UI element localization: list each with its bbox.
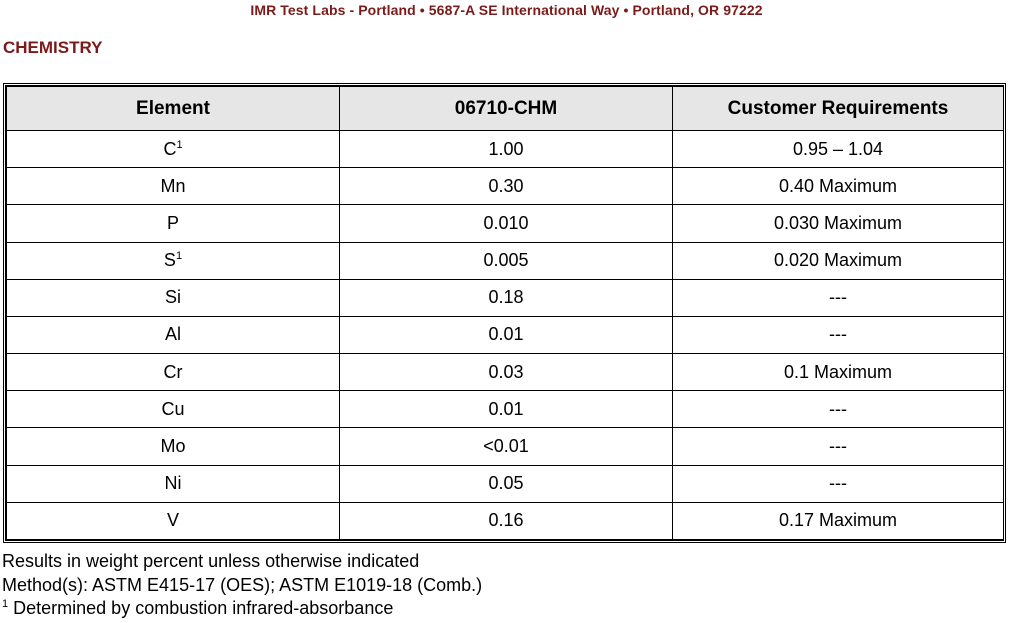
- footnote-marker: 1: [2, 598, 9, 610]
- methods-note: Method(s): ASTM E415-17 (OES); ASTM E1019-18 (Comb.): [2, 574, 483, 595]
- table-row: [7, 354, 1004, 391]
- table-header-row: [7, 87, 1004, 131]
- element-symbol: Mn: [160, 175, 186, 196]
- value-cell: 0.30: [340, 168, 673, 205]
- element-cell: [7, 428, 340, 465]
- requirement-cell: 0.020 Maximum: [673, 242, 1004, 279]
- requirement-cell: 0.95 – 1.04: [673, 131, 1004, 168]
- units-note: Results in weight percent unless otherwise indicated: [2, 551, 420, 571]
- chemistry-table-frame: [3, 83, 1006, 543]
- requirement-cell: ---: [673, 279, 1004, 316]
- element-symbol: Mo: [160, 435, 186, 456]
- table-row: [7, 316, 1004, 353]
- footnote-marker: 1: [176, 138, 183, 151]
- requirement-cell: 0.17 Maximum: [673, 502, 1004, 539]
- table-notes: [2, 550, 482, 621]
- element-symbol: P: [166, 212, 179, 233]
- table-row: [7, 428, 1004, 465]
- footnote-text: Determined by combustion infrared-absorbance: [13, 598, 394, 618]
- column-header-element: Element: [7, 87, 340, 131]
- lab-address-header: IMR Test Labs - Portland • 5687-A SE International Way • Portland, OR 97222: [250, 2, 763, 18]
- element-symbol: Ni: [164, 473, 182, 494]
- table-row: [7, 391, 1004, 428]
- requirement-cell: ---: [673, 391, 1004, 428]
- value-cell: 1.00: [340, 131, 673, 168]
- footnote-marker: 1: [175, 250, 183, 263]
- footnote: [2, 597, 482, 621]
- table-row: [7, 131, 1004, 168]
- table-row: [7, 205, 1004, 242]
- section-title: CHEMISTRY: [3, 38, 103, 57]
- element-symbol: S: [163, 250, 176, 271]
- requirement-cell: ---: [673, 316, 1004, 353]
- value-cell: <0.01: [340, 428, 673, 465]
- element-cell: [7, 168, 340, 205]
- value-cell: 0.03: [340, 354, 673, 391]
- element-symbol: Cu: [161, 398, 185, 419]
- value-cell: 0.18: [340, 279, 673, 316]
- requirement-cell: 0.1 Maximum: [673, 354, 1004, 391]
- element-cell: [7, 354, 340, 391]
- element-symbol: C: [163, 138, 177, 159]
- element-cell: [7, 205, 340, 242]
- element-symbol: Al: [164, 324, 181, 345]
- table-row: [7, 502, 1004, 539]
- table-row: [7, 168, 1004, 205]
- value-cell: 0.05: [340, 465, 673, 502]
- requirement-cell: ---: [673, 465, 1004, 502]
- requirement-cell: ---: [673, 428, 1004, 465]
- column-header-requirements: Customer Requirements: [673, 87, 1004, 131]
- element-cell: [7, 131, 340, 168]
- element-cell: [7, 279, 340, 316]
- element-cell: [7, 502, 340, 539]
- element-cell: [7, 391, 340, 428]
- element-symbol: Cr: [163, 361, 183, 382]
- value-cell: 0.16: [340, 502, 673, 539]
- element-symbol: V: [166, 510, 179, 531]
- value-cell: 0.01: [340, 391, 673, 428]
- element-symbol: Si: [164, 287, 181, 308]
- table-row: [7, 242, 1004, 279]
- table-row: [7, 279, 1004, 316]
- value-cell: 0.010: [340, 205, 673, 242]
- element-cell: [7, 465, 340, 502]
- element-cell: [7, 242, 340, 279]
- column-header-sample: 06710-CHM: [340, 87, 673, 131]
- requirement-cell: 0.40 Maximum: [673, 168, 1004, 205]
- chemistry-table: [6, 86, 1004, 540]
- requirement-cell: 0.030 Maximum: [673, 205, 1004, 242]
- value-cell: 0.01: [340, 316, 673, 353]
- table-row: [7, 465, 1004, 502]
- element-cell: [7, 316, 340, 353]
- value-cell: 0.005: [340, 242, 673, 279]
